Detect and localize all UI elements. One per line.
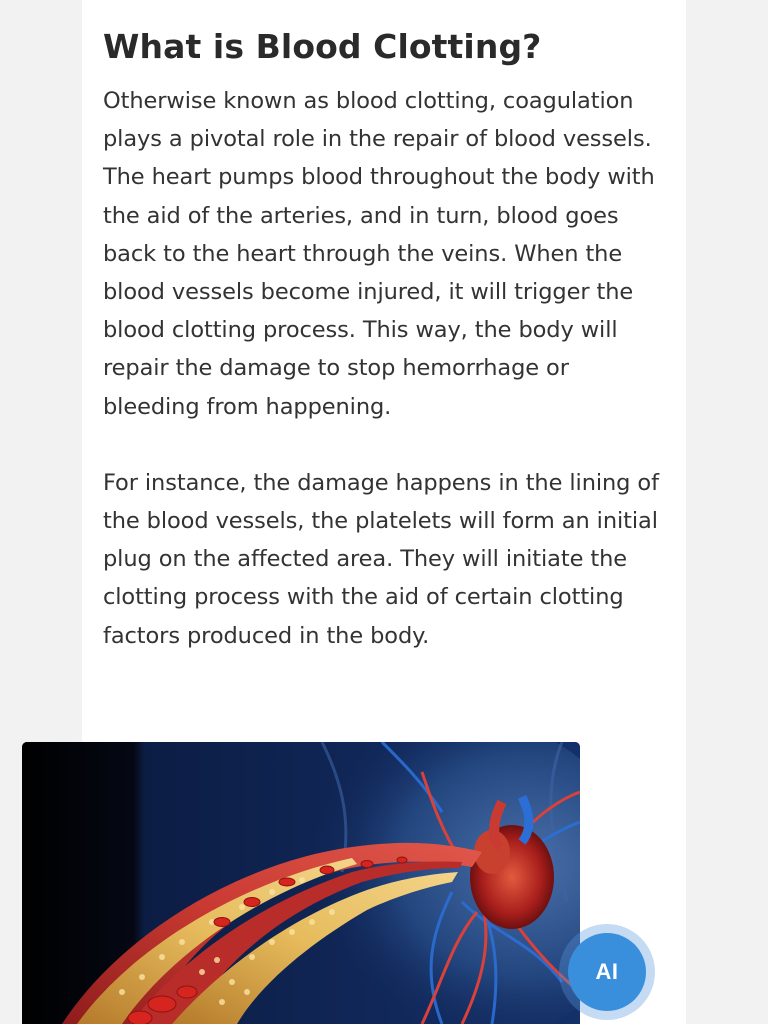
article-heading: What is Blood Clotting?	[103, 27, 542, 66]
article-content	[103, 0, 668, 655]
ai-button-label: AI	[595, 959, 619, 984]
ai-assistant-button[interactable]	[559, 924, 655, 1020]
article-paragraph-1: Otherwise known as blood clotting, coagulation plays a pivotal role in the repair of blood vessels. The heart pumps blood throughout the body with the aid of the arteries, and in turn, blood goes back to the heart through the veins. When the blood vessels become injured, it will trigger the blood clotting process. This way, the body will repair the damage to stop hemorrhage or bleeding from happening.	[103, 88, 655, 420]
artery-illustration	[22, 742, 580, 1024]
article-paragraph-2: For instance, the damage happens in the lining of the blood vessels, the platelets will form an initial plug on the affected area. They will initiate the clotting process with the aid of certain clotting factors produced in the body.	[103, 469, 659, 649]
artery-illustration-svg	[22, 742, 580, 1024]
ai-chat-bubble-icon	[568, 933, 646, 1011]
